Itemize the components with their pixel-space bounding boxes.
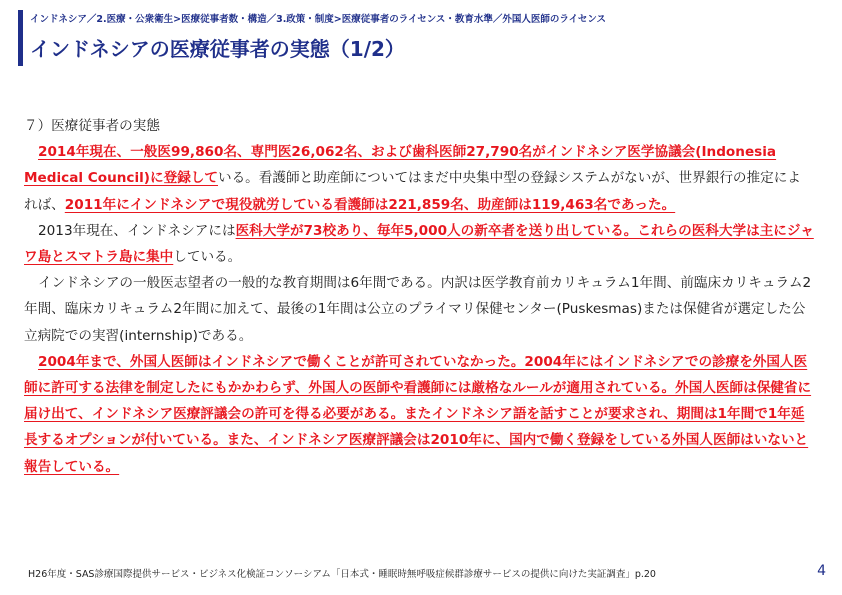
paragraph-medical-schools <box>24 218 814 270</box>
title-accent-bar <box>18 10 23 66</box>
page-title: インドネシアの医療従事者の実態（1/2） <box>30 37 405 61</box>
highlight-registered-doctors: 2014年現在、一般医99,860名、専門医26,062名、および歯科医師27,790名がインドネシア医学協議会(Indonesia Medical Council)に登録して <box>24 144 777 187</box>
page-number: 4 <box>817 563 826 579</box>
source-citation: H26年度・SAS診療国際提供サービス・ビジネス化検証コンソーシアム「日本式・睡眠時無呼吸症候群診療サービスの提供に向けた実証調査」p.20 <box>28 569 656 580</box>
paragraph-text: いる。看護師と助産師についてはまだ中央集中型の登録システムがないが、世界銀行の推定によれば、 <box>24 170 801 213</box>
highlight-nurses-midwives: 2011年にインドネシアで現役就労している看護師は221,859名、助産師は119,463名であった。 <box>64 196 676 213</box>
paragraph-text: インドネシアの一般医志望者の一般的な教育期間は6年間である。内訳は医学教育前カリキュラム1年間、前臨床カリキュラム2年間、臨床カリキュラム2年間に加えて、最後の1年間は公立のプライマリ保健センター(Puskesmas)または保健省が選定した公立病院での実習(internship)である。 <box>24 275 812 344</box>
paragraph-text: 2013年現在、インドネシアには <box>38 222 236 239</box>
paragraph-education-period <box>24 270 814 349</box>
paragraph-text: している。 <box>173 249 242 266</box>
paragraph-foreign-doctors <box>24 349 814 480</box>
breadcrumb: インドネシア／2.医療・公衆衛生>医療従事者数・構造／3.政策・制度>医療従事者のライセンス・教育水準／外国人医師のライセンス <box>30 14 607 25</box>
section-heading: ７）医療従事者の実態 <box>24 118 160 134</box>
highlight-medical-schools: 医科大学が73校あり、毎年5,000人の新卒者を送り出している。これらの医科大学は主にジャワ島とスマトラ島に集中 <box>24 222 814 266</box>
highlight-foreign-doctors: 2004年まで、外国人医師はインドネシアで働くことが許可されていなかった。2004年にはインドネシアでの診療を外国人医師に許可する法律を制定したにもかかわらず、外国人の医師や看護師には厳格なルールが適用されている。外国人医師は保健省に届け出て、インドネシア医療評議会の許可を得る必要がある。またインドネシア語を話すことが要求され、期間は1年間で1年延長するオプションが付いている。また、インドネシア医療評議会は2010年に、国内で働く登録をしている外国人医師はいないと報告している。 <box>24 353 812 475</box>
paragraph-registered-doctors <box>24 139 814 218</box>
body-content <box>24 113 814 480</box>
